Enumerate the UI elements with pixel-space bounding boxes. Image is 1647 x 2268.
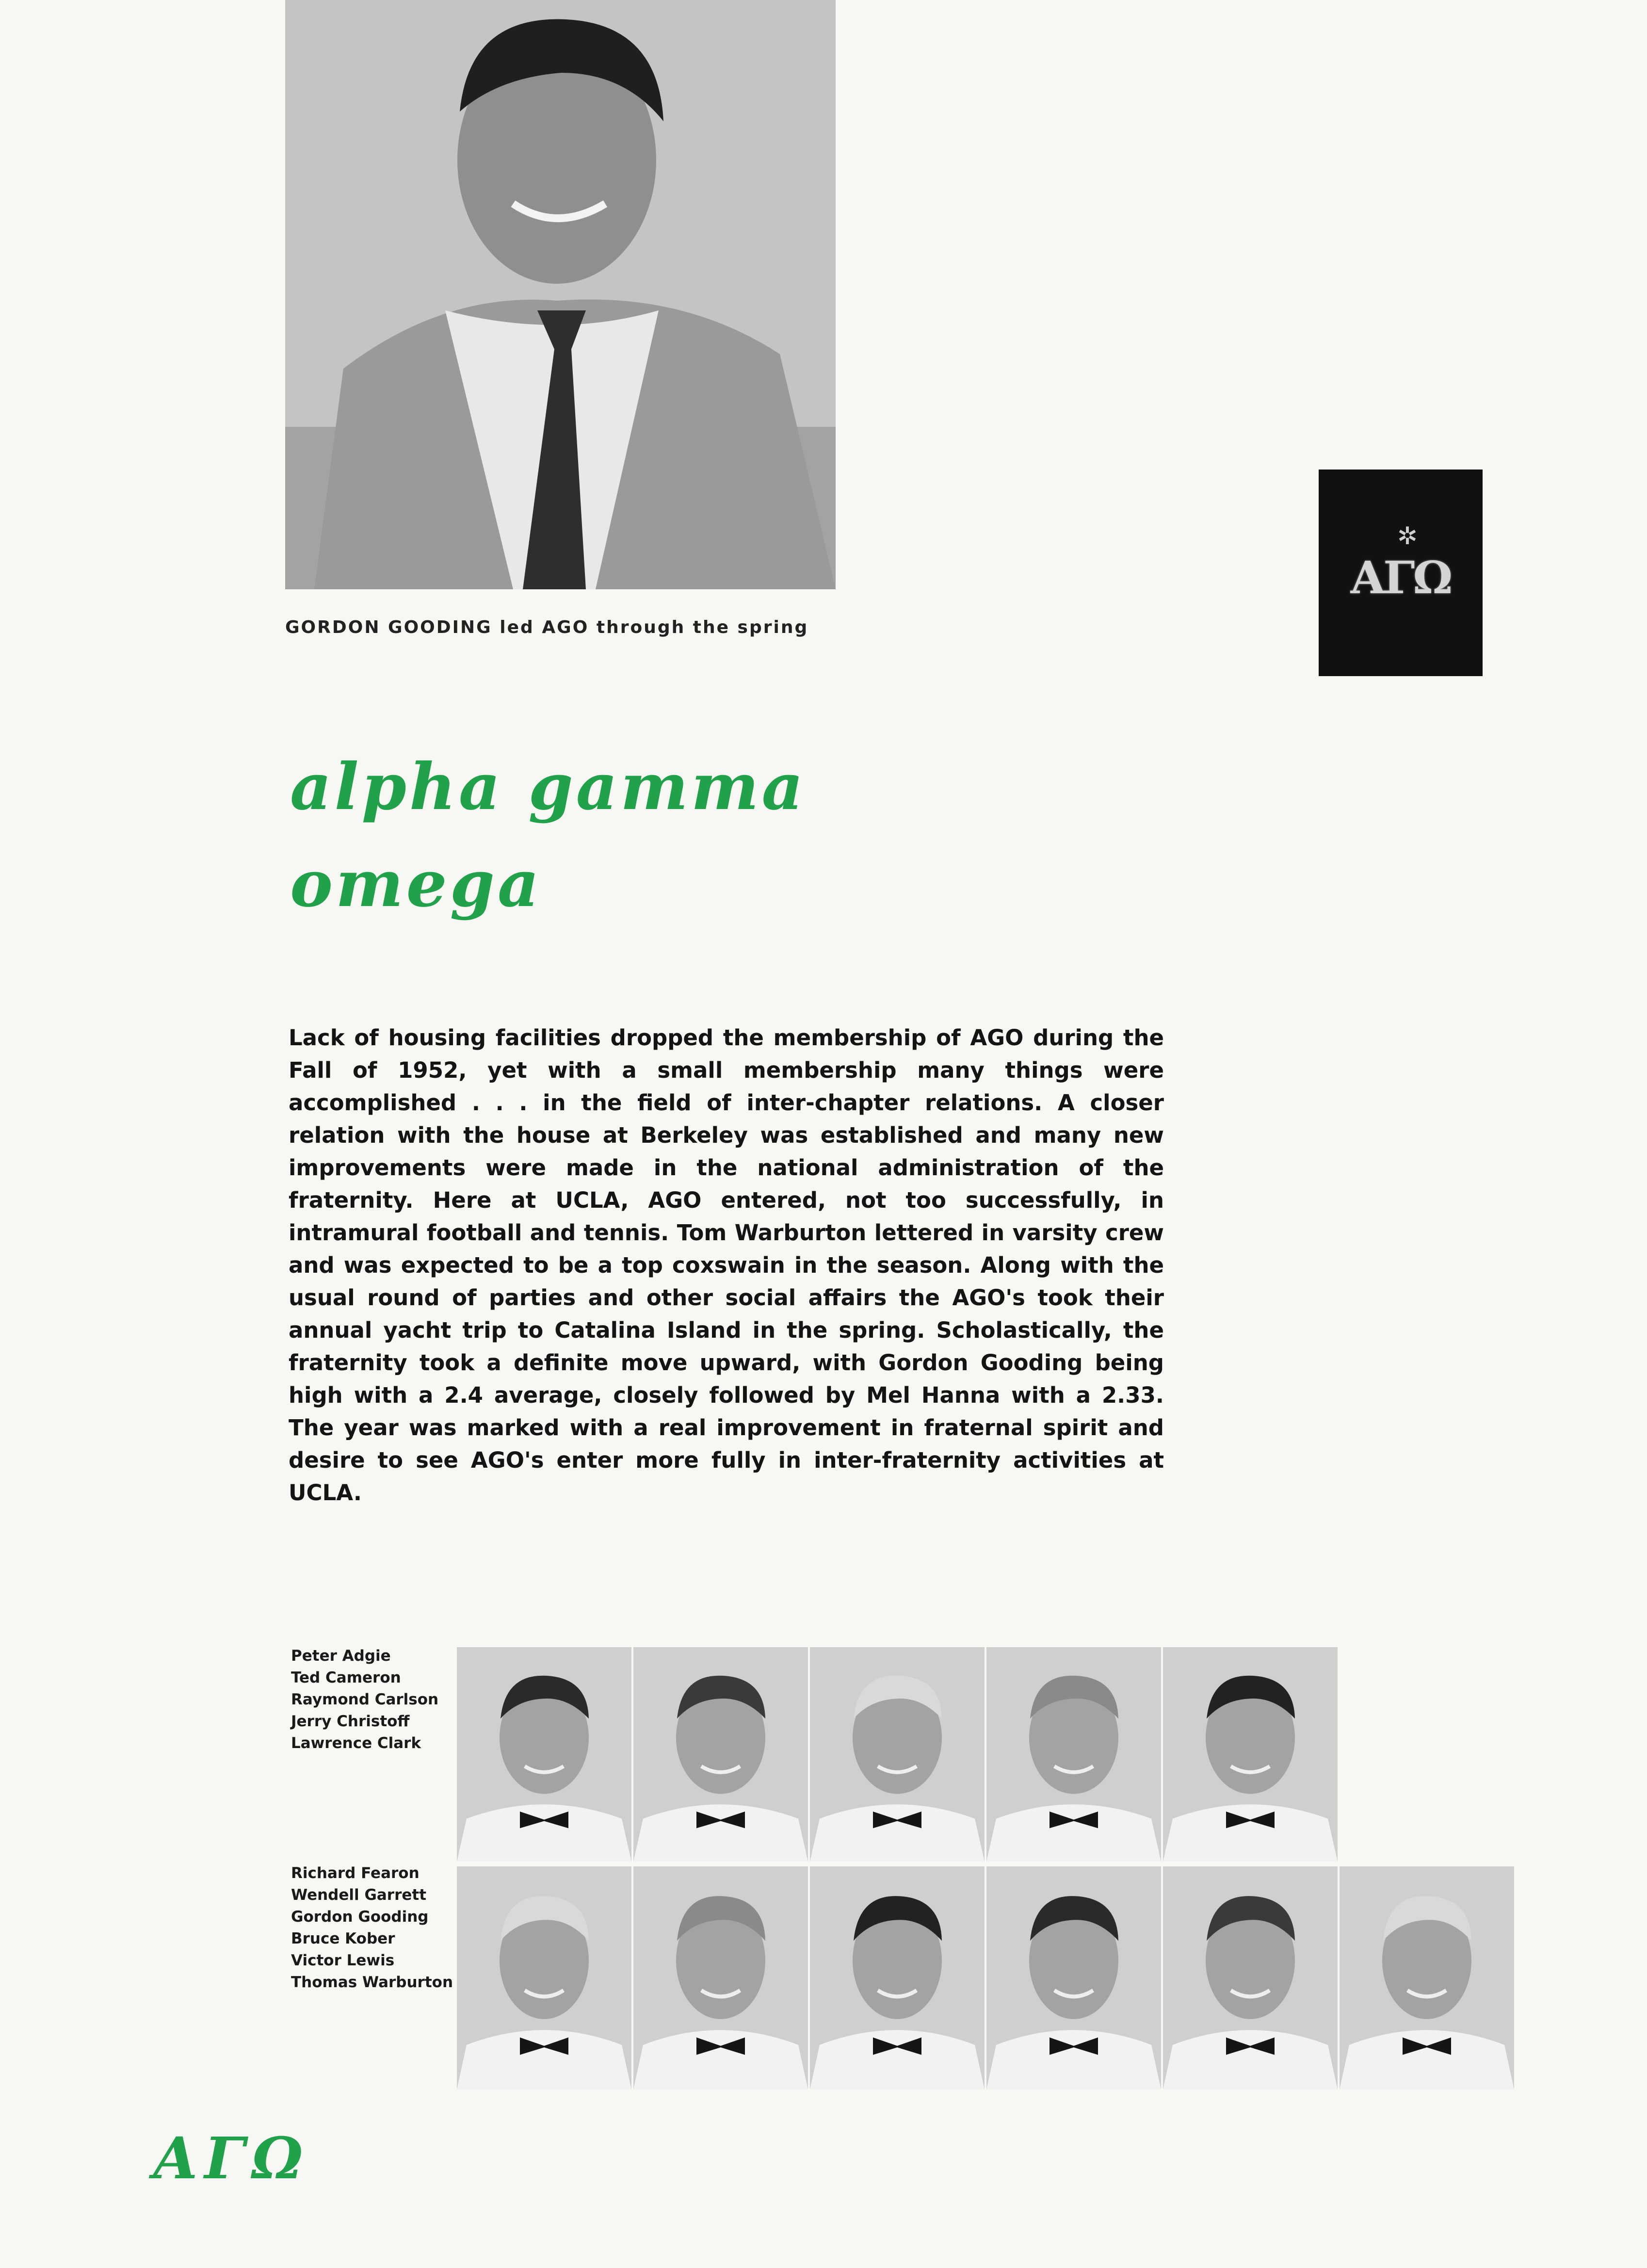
crest-ornament-icon: ✲ [1397, 522, 1418, 550]
page-title-line-1: alpha gamma [290, 749, 807, 825]
member-name: Richard Fearon [291, 1864, 420, 1882]
member-name: Lawrence Clark [291, 1734, 421, 1752]
footer-greek-letters: AΓΩ [153, 2124, 310, 2192]
member-portrait-row1-5 [1163, 1647, 1338, 1862]
member-portrait-row2-5 [1163, 1866, 1338, 2090]
member-name: Gordon Gooding [291, 1908, 429, 1926]
member-name: Wendell Garrett [291, 1886, 427, 1904]
member-name: Jerry Christoff [291, 1713, 410, 1730]
roster-row-1-photos [457, 1647, 1340, 1862]
member-portrait-row2-4 [986, 1866, 1161, 2090]
member-portrait-row1-1 [457, 1647, 631, 1862]
featured-caption: GORDON GOODING led AGO through the spring [285, 617, 809, 637]
member-name: Peter Adgie [291, 1647, 391, 1665]
member-portrait-row1-4 [986, 1647, 1161, 1862]
member-name: Victor Lewis [291, 1952, 395, 1969]
member-portrait-row1-2 [633, 1647, 808, 1862]
body-paragraph: Lack of housing facilities dropped the membership of AGO during the Fall of 1952, yet with a small membership many things were accomplished . . . in the field of inter-chapter relations. A closer relation with the house at Berkeley was established and many new improvements were made in the national administration of the fraternity. Here at UCLA, AGO entered, not too successfully, in intramural football and tennis. Tom Warburton lettered in varsity crew and was expected to be a top coxswain in the season. Along with the usual round of parties and other social affairs the AGO's took their annual yacht trip to Catalina Island in the spring. Scholastically, the fraternity took a definite move upward, with Gordon Gooding being high with a 2.4 average, closely followed by Mel Hanna with a 2.33. The year was marked with a real improvement in fraternal spirit and desire to see AGO's enter more fully in inter-fraternity activities at UCLA. [289, 1025, 1164, 1506]
roster-row-2-names [291, 1863, 453, 1993]
fraternity-crest [1319, 470, 1483, 676]
crest-letters: AΓΩ [1350, 551, 1451, 604]
member-portrait-row2-6 [1340, 1866, 1514, 2090]
member-name: Thomas Warburton [291, 1974, 453, 1991]
member-portrait-row2-2 [633, 1866, 808, 2090]
member-portrait-row2-1 [457, 1866, 631, 2090]
member-name: Raymond Carlson [291, 1691, 439, 1708]
member-portrait-row2-3 [810, 1866, 985, 2090]
featured-portrait-photo [285, 0, 836, 589]
member-portrait-row1-3 [810, 1647, 985, 1862]
roster-row-2-photos [457, 1866, 1516, 2090]
member-name: Ted Cameron [291, 1669, 401, 1686]
member-name: Bruce Kober [291, 1930, 395, 1947]
page-title-line-2: omega [290, 846, 542, 922]
roster-row-1-names [291, 1645, 438, 1754]
